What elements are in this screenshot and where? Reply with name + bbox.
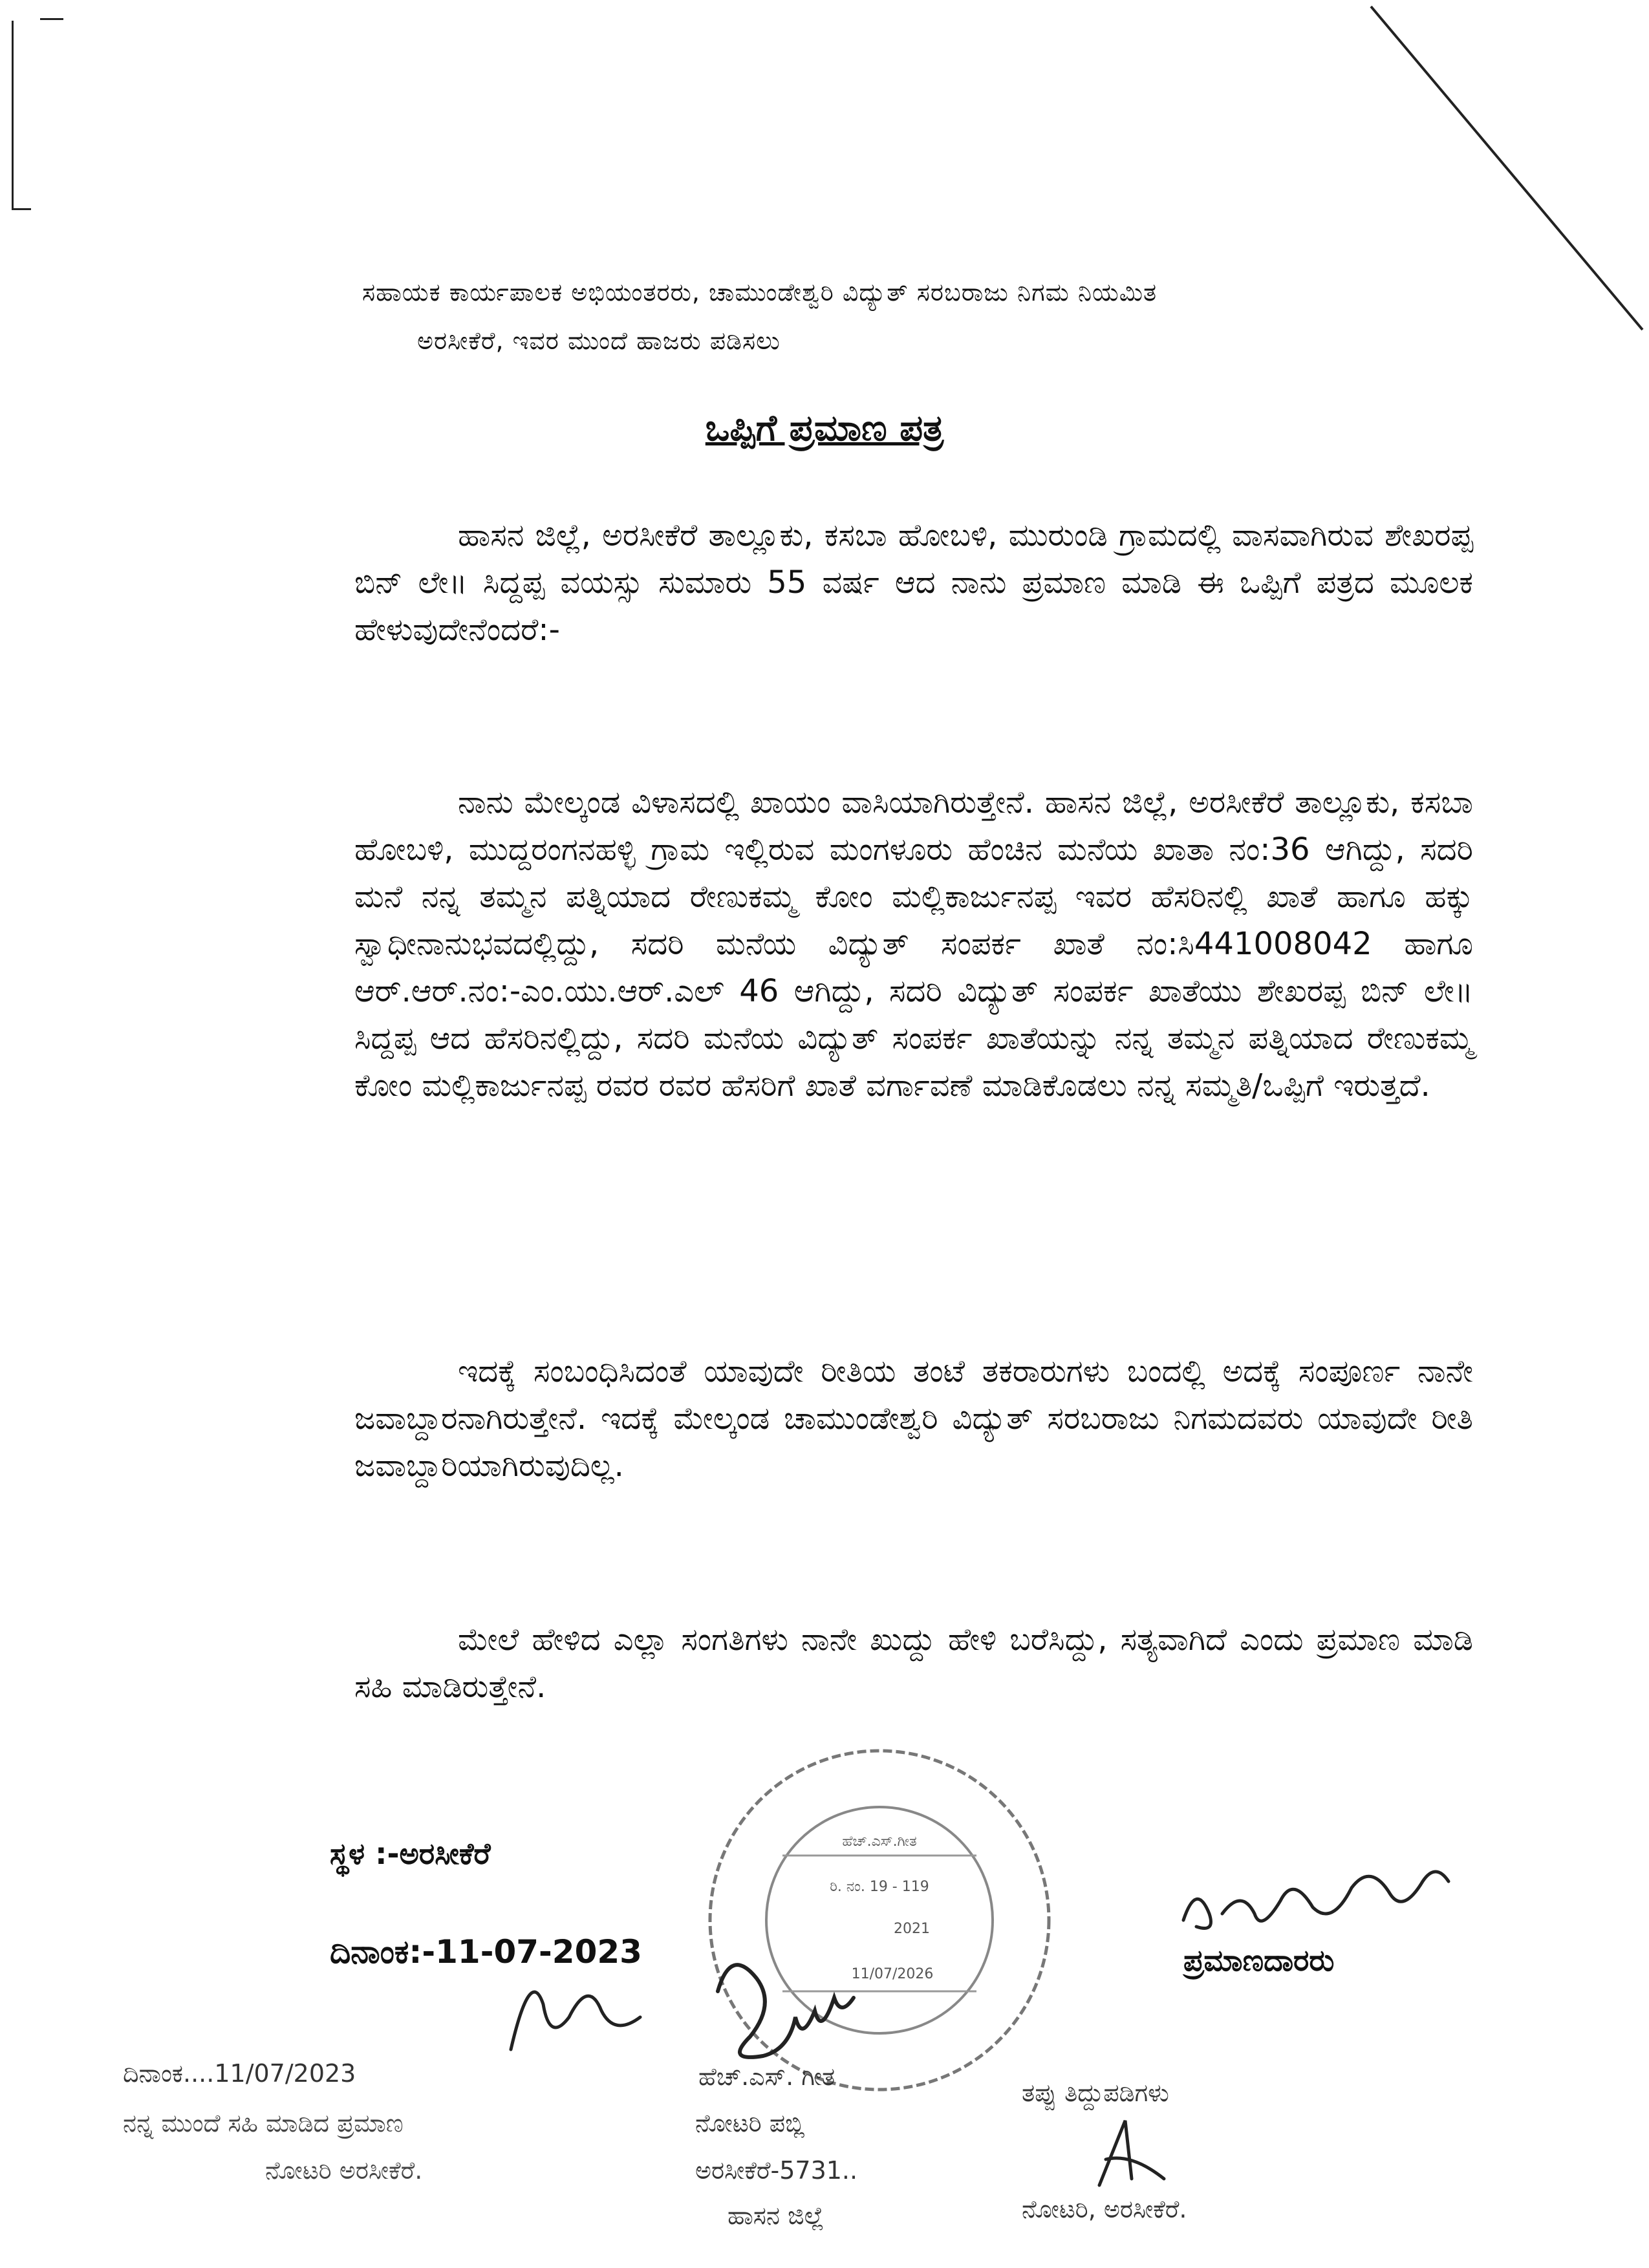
notary-district: ಹಾಸನ ಜಿಲ್ಲೆ — [727, 2201, 824, 2230]
scan-corner-mark-bottom-left — [12, 208, 31, 210]
paragraph-3: ಇದಕ್ಕೆ ಸಂಬಂಧಿಸಿದಂತೆ ಯಾವುದೇ ರೀತಿಯ ತಂಟೆ ತಕರಾರುಗಳು ಬಂದಲ್ಲಿ ಅದಕ್ಕೆ ಸಂಪೂರ್ಣ ನಾನೇ ಜವಾಬ್ದಾರನಾಗಿರುತ್ತೇನೆ. ಇದಕ್ಕೆ ಮೇಲ್ಕಂಡ ಚಾಮುಂಡೇಶ್ವರಿ ವಿದ್ಯುತ್ ಸರಬರಾಜು ನಿಗಮದವರು ಯಾವುದೇ ರೀತಿ ಜವಾಬ್ದಾರಿಯಾಗಿರುವುದಿಲ್ಲ. — [354, 1353, 1473, 1484]
seal-reg: ರಿ. ನಂ. 19 - 119 — [830, 1879, 929, 1895]
date-line: ದಿನಾಂಕ:-11-07-2023 — [330, 1933, 642, 1971]
notary-title: ನೋಟರಿ ಪಬ್ಲಿ — [695, 2109, 805, 2137]
scan-corner-mark-left — [12, 21, 14, 208]
folded-corner-line — [1358, 0, 1649, 336]
attestation-line-3: ನೋಟರಿ ಅರಸೀಕೆರೆ. — [265, 2156, 423, 2185]
seal-year: 2021 — [894, 1921, 930, 1937]
scan-corner-mark-top-left — [40, 18, 63, 20]
seal-name: ಹೆಚ್.ಎಸ್.ಗೀತ — [842, 1834, 917, 1850]
corrections-footer: ನೋಟರಿ, ಅರಸೀಕೆರೆ. — [1022, 2195, 1187, 2223]
document-title: ಒಪ್ಪಿಗೆ ಪ್ರಮಾಣ ಪತ್ರ — [705, 407, 944, 449]
corrections-label: ತಪ್ಪು ತಿದ್ದುಪಡಿಗಳು — [1022, 2079, 1169, 2107]
paragraph-4: ಮೇಲೆ ಹೇಳಿದ ಎಲ್ಲಾ ಸಂಗತಿಗಳು ನಾನೇ ಖುದ್ದು ಹೇಳಿ ಬರೆಸಿದ್ದು, ಸತ್ಯವಾಗಿದೆ ಎಂದು ಪ್ರಮಾಣ ಮಾಡಿ ಸಹಿ ಮಾಡಿರುತ್ತೇನೆ. — [354, 1621, 1473, 1705]
place-line: ಸ್ಥಳ :-ಅರಸೀಕೆರೆ — [330, 1836, 491, 1871]
attestation-signature — [498, 1959, 653, 2069]
header-line-1: ಸಹಾಯಕ ಕಾರ್ಯಪಾಲಕ ಅಭಿಯಂತರರು, ಚಾಮುಂಡೇಶ್ವರಿ ವಿದ್ಯುತ್ ಸರಬರಾಜು ನಿಗಮ ನಿಯಮಿತ — [362, 278, 1158, 306]
notary-name: ಹೆಚ್.ಎಸ್. ಗೀತ — [698, 2062, 835, 2091]
paragraph-1: ಹಾಸನ ಜಿಲ್ಲೆ, ಅರಸೀಕೆರೆ ತಾಲ್ಲೂಕು, ಕಸಬಾ ಹೋಬಳಿ, ಮುರುಂಡಿ ಗ್ರಾಮದಲ್ಲಿ ವಾಸವಾಗಿರುವ ಶೇಖರಪ್ಪ ಬಿನ್ ಲೇ॥ ಸಿದ್ದಪ್ಪ ವಯಸ್ಸು ಸುಮಾರು 55 ವರ್ಷ ಆದ ನಾನು ಪ್ರಮಾಣ ಮಾಡಿ ಈ ಒಪ್ಪಿಗೆ ಪತ್ರದ ಮೂಲಕ ಹೇಳುವುದೇನೆಂದರೆ:- — [354, 517, 1473, 648]
attestation-line-2: ನನ್ನ ಮುಂದೆ ಸಹಿ ಮಾಡಿದ ಪ್ರಮಾಣ — [123, 2109, 404, 2137]
corrections-signature — [1086, 2114, 1170, 2192]
seal-date: 11/07/2026 — [851, 1966, 934, 1982]
attestation-date: ದಿನಾಂಕ....11/07/2023 — [123, 2059, 356, 2088]
notary-place: ಅರಸೀಕೆರೆ-5731.. — [695, 2156, 858, 2185]
deponent-label: ಪ್ರಮಾಣದಾರರು — [1183, 1943, 1335, 1978]
paragraph-2: ನಾನು ಮೇಲ್ಕಂಡ ವಿಳಾಸದಲ್ಲಿ ಖಾಯಂ ವಾಸಿಯಾಗಿರುತ್ತೇನೆ. ಹಾಸನ ಜಿಲ್ಲೆ, ಅರಸೀಕೆರೆ ತಾಲ್ಲೂಕು, ಕಸಬಾ ಹೋಬಳಿ, ಮುದ್ದರಂಗನಹಳ್ಳಿ ಗ್ರಾಮ ಇಲ್ಲಿರುವ ಮಂಗಳೂರು ಹೆಂಚಿನ ಮನೆಯ ಖಾತಾ ನಂ:36 ಆಗಿದ್ದು, ಸದರಿ ಮನೆ ನನ್ನ ತಮ್ಮನ ಪತ್ನಿಯಾದ ರೇಣುಕಮ್ಮ ಕೋಂ ಮಲ್ಲಿಕಾರ್ಜುನಪ್ಪ ಇವರ ಹೆಸರಿನಲ್ಲಿ ಖಾತೆ ಹಾಗೂ ಹಕ್ಕು ಸ್ವಾಧೀನಾನುಭವದಲ್ಲಿದ್ದು, ಸದರಿ ಮನೆಯ ವಿದ್ಯುತ್ ಸಂಪರ್ಕ ಖಾತೆ ನಂ:ಸಿ441008042 ಹಾಗೂ ಆರ್.ಆರ್.ನಂ:-ಎಂ.ಯು.ಆರ್.ಎಲ್ 46 ಆಗಿದ್ದು, ಸದರಿ ವಿದ್ಯುತ್ ಸಂಪರ್ಕ ಖಾತೆಯು ಶೇಖರಪ್ಪ ಬಿನ್ ಲೇ॥ ಸಿದ್ದಪ್ಪ ಆದ ಹೆಸರಿನಲ್ಲಿದ್ದು, ಸದರಿ ಮನೆಯ ವಿದ್ಯುತ್ ಸಂಪರ್ಕ ಖಾತೆಯನ್ನು ನನ್ನ ತಮ್ಮನ ಪತ್ನಿಯಾದ ರೇಣುಕಮ್ಮ ಕೋಂ ಮಲ್ಲಿಕಾರ್ಜುನಪ್ಪ ರವರ ರವರ ಹೆಸರಿಗೆ ಖಾತೆ ವರ್ಗಾವಣೆ ಮಾಡಿಕೊಡಲು ನನ್ನ ಸಮ್ಮತಿ/ಒಪ್ಪಿಗೆ ಇರುತ್ತದೆ. — [354, 784, 1473, 1104]
header-line-2: ಅರಸೀಕೆರೆ, ಇವರ ಮುಂದೆ ಹಾಜರು ಪಡಿಸಲು — [417, 326, 781, 355]
